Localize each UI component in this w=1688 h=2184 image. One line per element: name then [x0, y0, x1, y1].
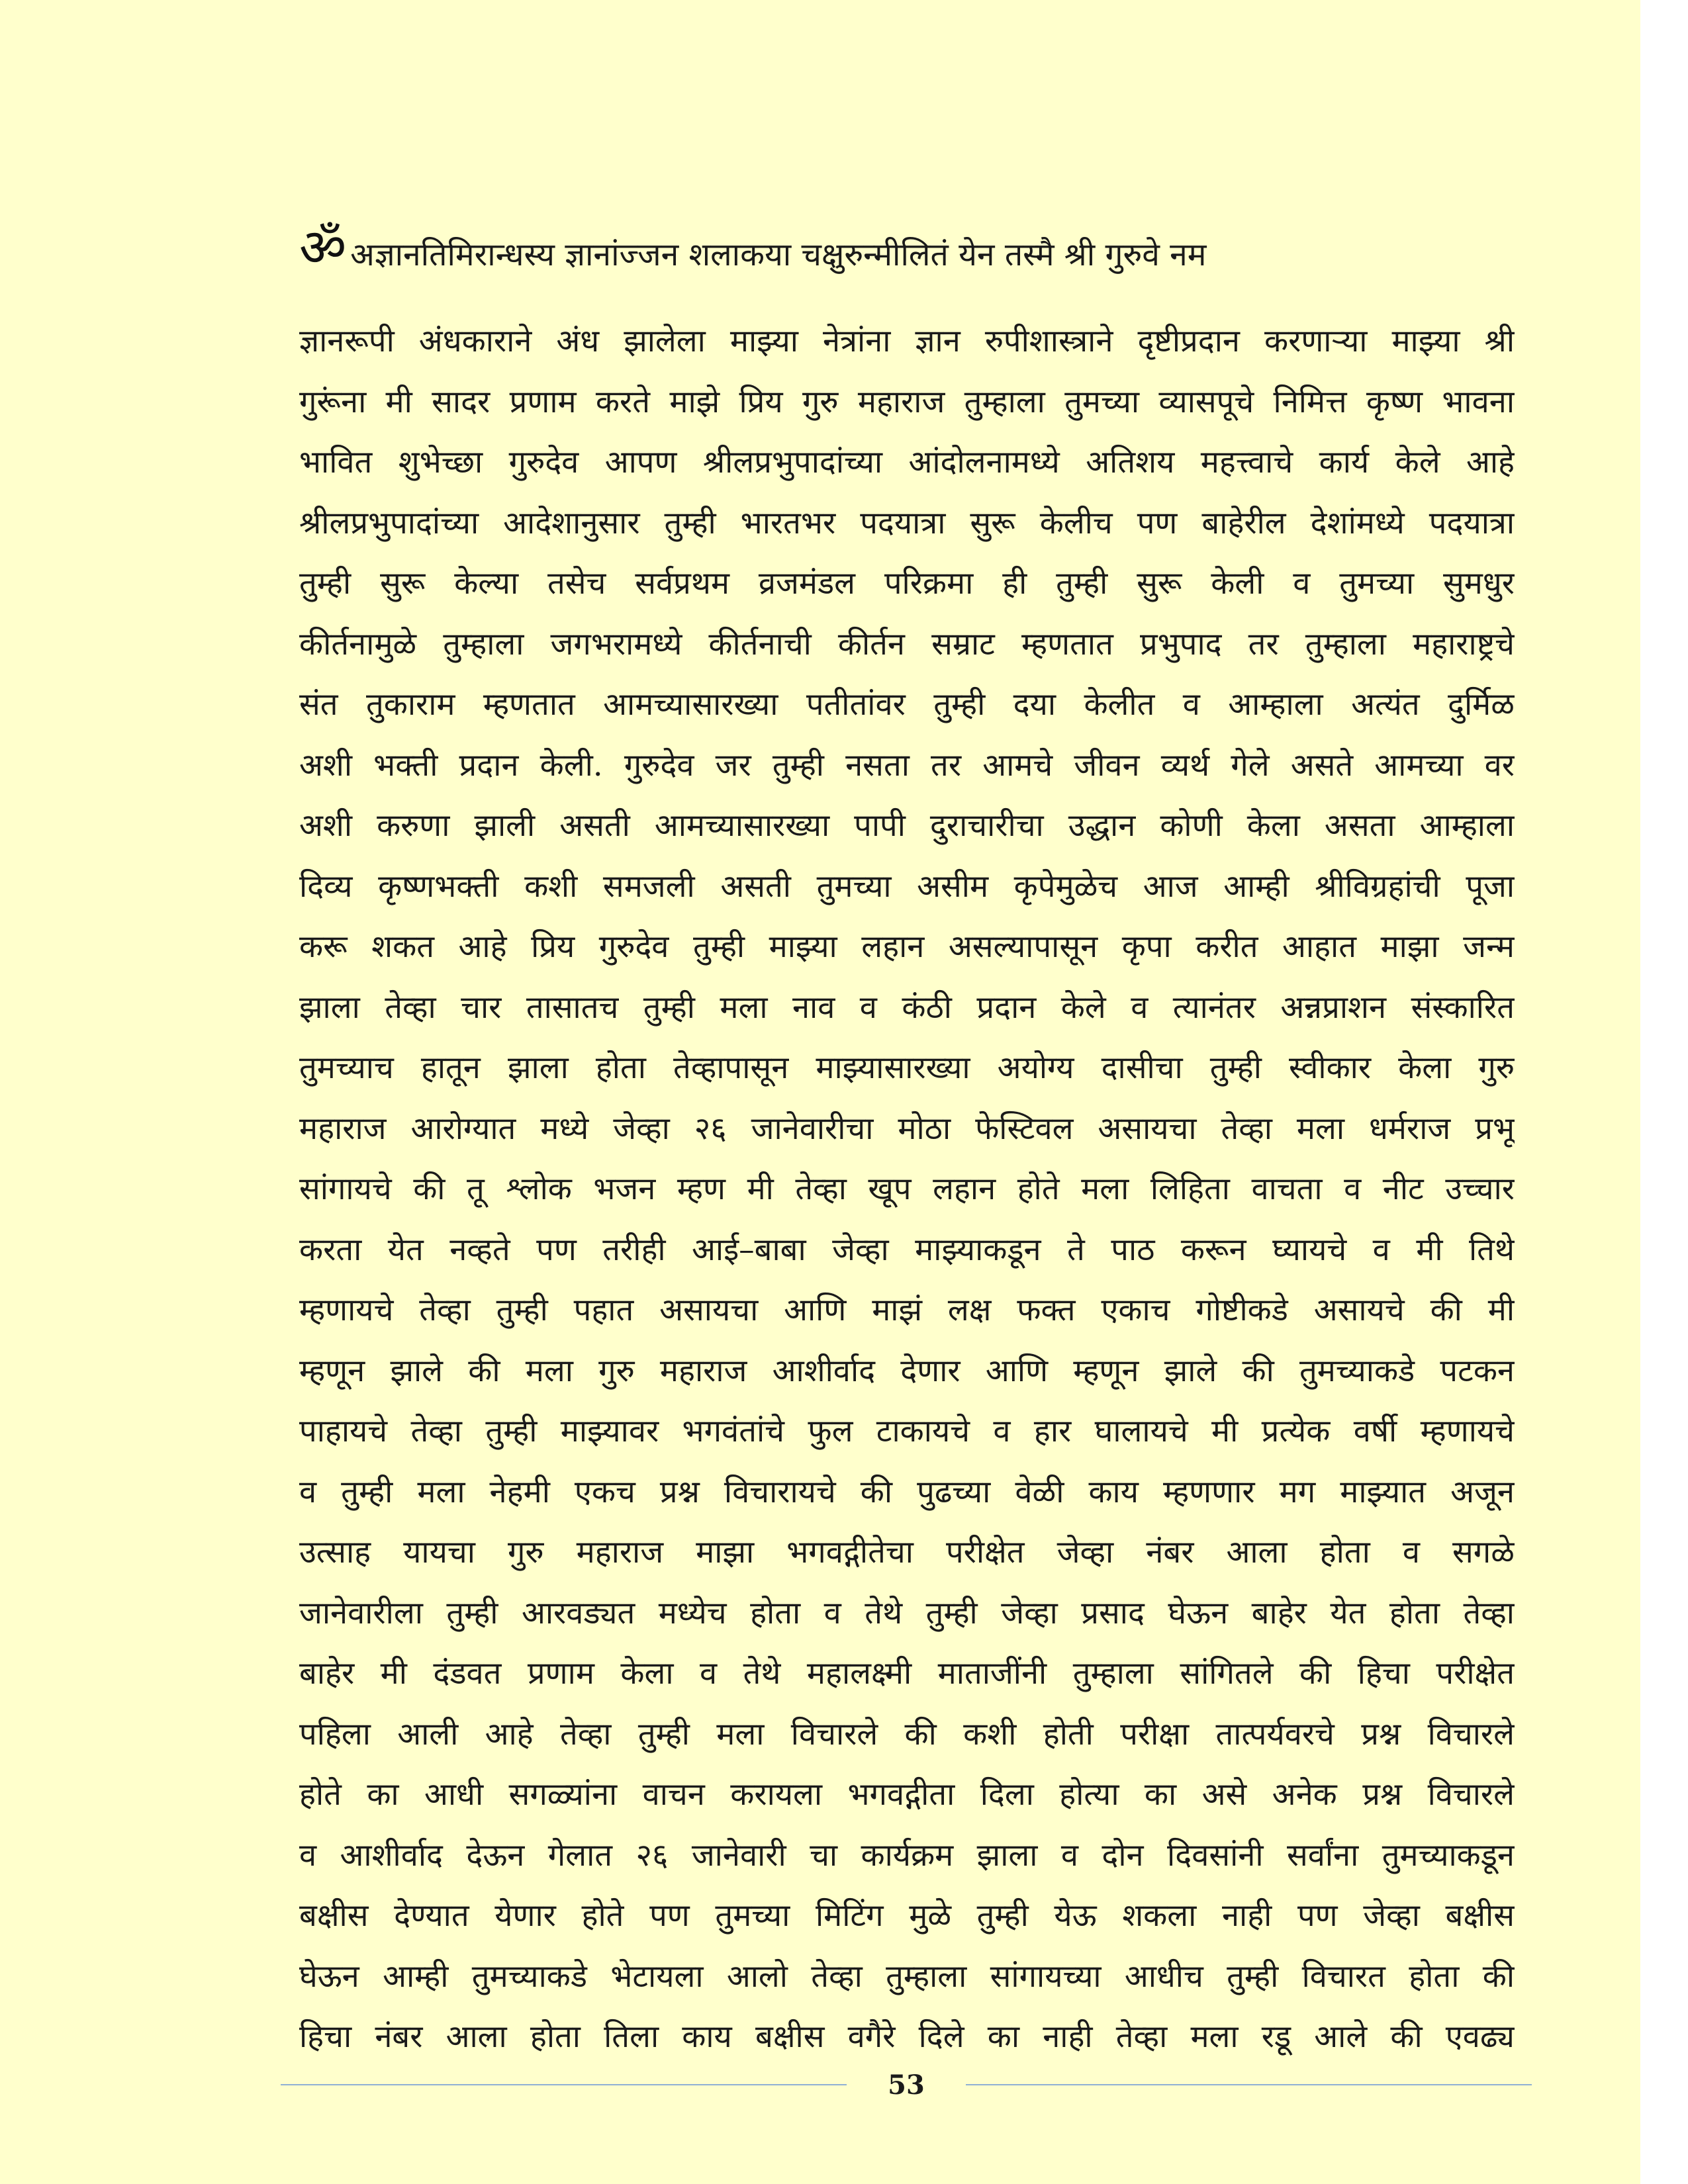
body-line: बक्षीस देण्यात येणार होते पण तुमच्या मिटिंग मुळे तुम्ही येऊ शकला नाही पण जेव्हा बक्षीस	[299, 1897, 1515, 1934]
om-icon: ॐ	[299, 218, 347, 278]
body-line: म्हणून झाले की मला गुरु महाराज आशीर्वाद देणार आणि म्हणून झाले की तुमच्याकडे पटकन	[299, 1352, 1515, 1389]
body-line: होते का आधी सगळ्यांना वाचन करायला भगवद्गीता दिला होत्या का असे अनेक प्रश्न विचारले	[299, 1776, 1515, 1813]
body-line: उत्साह यायचा गुरु महाराज माझा भगवद्गीतेचा परीक्षेत जेव्हा नंबर आला होता व सगळे	[299, 1534, 1515, 1570]
body-line: अशी भक्ती प्रदान केली. गुरुदेव जर तुम्ही नसता तर आमचे जीवन व्यर्थ गेले असते आमच्या वर	[299, 747, 1515, 784]
body-line: व तुम्ही मला नेहमी एकच प्रश्न विचारायचे की पुढच्या वेळी काय म्हणणार मग माझ्यात अजून	[299, 1473, 1515, 1510]
body-line: पाहायचे तेव्हा तुम्ही माझ्यावर भगवंतांचे फुल टाकायचे व हार घालायचे मी प्रत्येक वर्षी म्हणायचे	[299, 1413, 1515, 1449]
body-paragraph	[299, 311, 1515, 2068]
body-line: व आशीर्वाद देऊन गेलात २६ जानेवारी चा कार्यक्रम झाला व दोन दिवसांनी सर्वांना तुमच्याकडून	[299, 1837, 1515, 1874]
body-line: तुमच्याच हातून झाला होता तेव्हापासून माझ्यासारख्या अयोग्य दासीचा तुम्ही स्वीकार केला गुरु	[299, 1050, 1515, 1086]
invocation-heading	[299, 218, 1504, 285]
body-line: पहिला आली आहे तेव्हा तुम्ही मला विचारले की कशी होती परीक्षा तात्पर्यवरचे प्रश्न विचारले	[299, 1715, 1515, 1752]
invocation-text: अज्ञानतिमिरान्धस्य ज्ञानांज्जन शलाकया चक्षुरुन्मीलितं येन तस्मै श्री गुरुवे नम	[350, 236, 1207, 273]
body-line: सांगायचे की तू श्लोक भजन म्हण मी तेव्हा खूप लहान होते मला लिहिता वाचता व नीट उच्चार	[299, 1171, 1515, 1207]
body-line: बाहेर मी दंडवत प्रणाम केला व तेथे महालक्ष्मी माताजींनी तुम्हाला सांगितले की हिचा परीक्षेत	[299, 1655, 1515, 1692]
footer-rule-right	[966, 2084, 1532, 2085]
body-line: जानेवारीला तुम्ही आरवड्यत मध्येच होता व तेथे तुम्ही जेव्हा प्रसाद घेऊन बाहेर येत होता तेव्हा	[299, 1594, 1515, 1631]
body-line: भावित शुभेच्छा गुरुदेव आपण श्रीलप्रभुपादांच्या आंदोलनामध्ये अतिशय महत्त्वाचे कार्य केले आहे	[299, 444, 1515, 480]
body-line: करता येत नव्हते पण तरीही आई–बाबा जेव्हा माझ्याकडून ते पाठ करून घ्यायचे व मी तिथे	[299, 1231, 1515, 1268]
body-line: महाराज आरोग्यात मध्ये जेव्हा २६ जानेवारीचा मोठा फेस्टिवल असायचा तेव्हा मला धर्मराज प्रभू	[299, 1110, 1515, 1147]
body-line: घेऊन आम्ही तुमच्याकडे भेटायला आलो तेव्हा तुम्हाला सांगायच्या आधीच तुम्ही विचारत होता की	[299, 1958, 1515, 1995]
body-line: ज्ञानरूपी अंधकाराने अंध झालेला माझ्या नेत्रांना ज्ञान रुपीशास्त्राने दृष्टीप्रदान करणाऱ्या माझ्या श्री	[299, 323, 1515, 359]
body-line: तुम्ही सुरू केल्या तसेच सर्वप्रथम व्रजमंडल परिक्रमा ही तुम्ही सुरू केली व तुमच्या सुमधुर	[299, 565, 1515, 602]
body-line: हिचा नंबर आला होता तिला काय बक्षीस वगैरे दिले का नाही तेव्हा मला रडू आले की एवढ्य	[299, 2019, 1515, 2055]
body-line: श्रीलप्रभुपादांच्या आदेशानुसार तुम्ही भारतभर पदयात्रा सुरू केलीच पण बाहेरील देशांमध्ये पदयात्रा	[299, 504, 1515, 541]
body-line: गुरूंना मी सादर प्रणाम करते माझे प्रिय गुरु महाराज तुम्हाला तुमच्या व्यासपूचे निमित्त कृष्ण भावना	[299, 383, 1515, 420]
body-line: दिव्य कृष्णभक्ती कशी समजली असती तुमच्या असीम कृपेमुळेच आज आम्ही श्रीविग्रहांची पूजा	[299, 868, 1515, 905]
page-footer	[281, 2065, 1532, 2105]
body-line: संत तुकाराम म्हणतात आमच्यासारख्या पतीतांवर तुम्ही दया केलीत व आम्हाला अत्यंत दुर्मिळ	[299, 686, 1515, 723]
page-number: 53	[888, 2069, 925, 2101]
footer-rule-left	[281, 2084, 847, 2085]
body-line: अशी करुणा झाली असती आमच्यासारख्या पापी दुराचारीचा उद्धान कोणी केला असता आम्हाला	[299, 807, 1515, 844]
body-line: करू शकत आहे प्रिय गुरुदेव तुम्ही माझ्या लहान असल्यापासून कृपा करीत आहात माझा जन्म	[299, 929, 1515, 965]
body-line: झाला तेव्हा चार तासातच तुम्ही मला नाव व कंठी प्रदान केले व त्यानंतर अन्नप्राशन संस्कारित	[299, 989, 1515, 1026]
body-line: कीर्तनामुळे तुम्हाला जगभरामध्ये कीर्तनाची कीर्तन सम्राट म्हणतात प्रभुपाद तर तुम्हाला महाराष्ट्रचे	[299, 625, 1515, 662]
body-line: म्हणायचे तेव्हा तुम्ही पहात असायचा आणि माझं लक्ष फक्त एकाच गोष्टीकडे असायचे की मी	[299, 1292, 1515, 1328]
